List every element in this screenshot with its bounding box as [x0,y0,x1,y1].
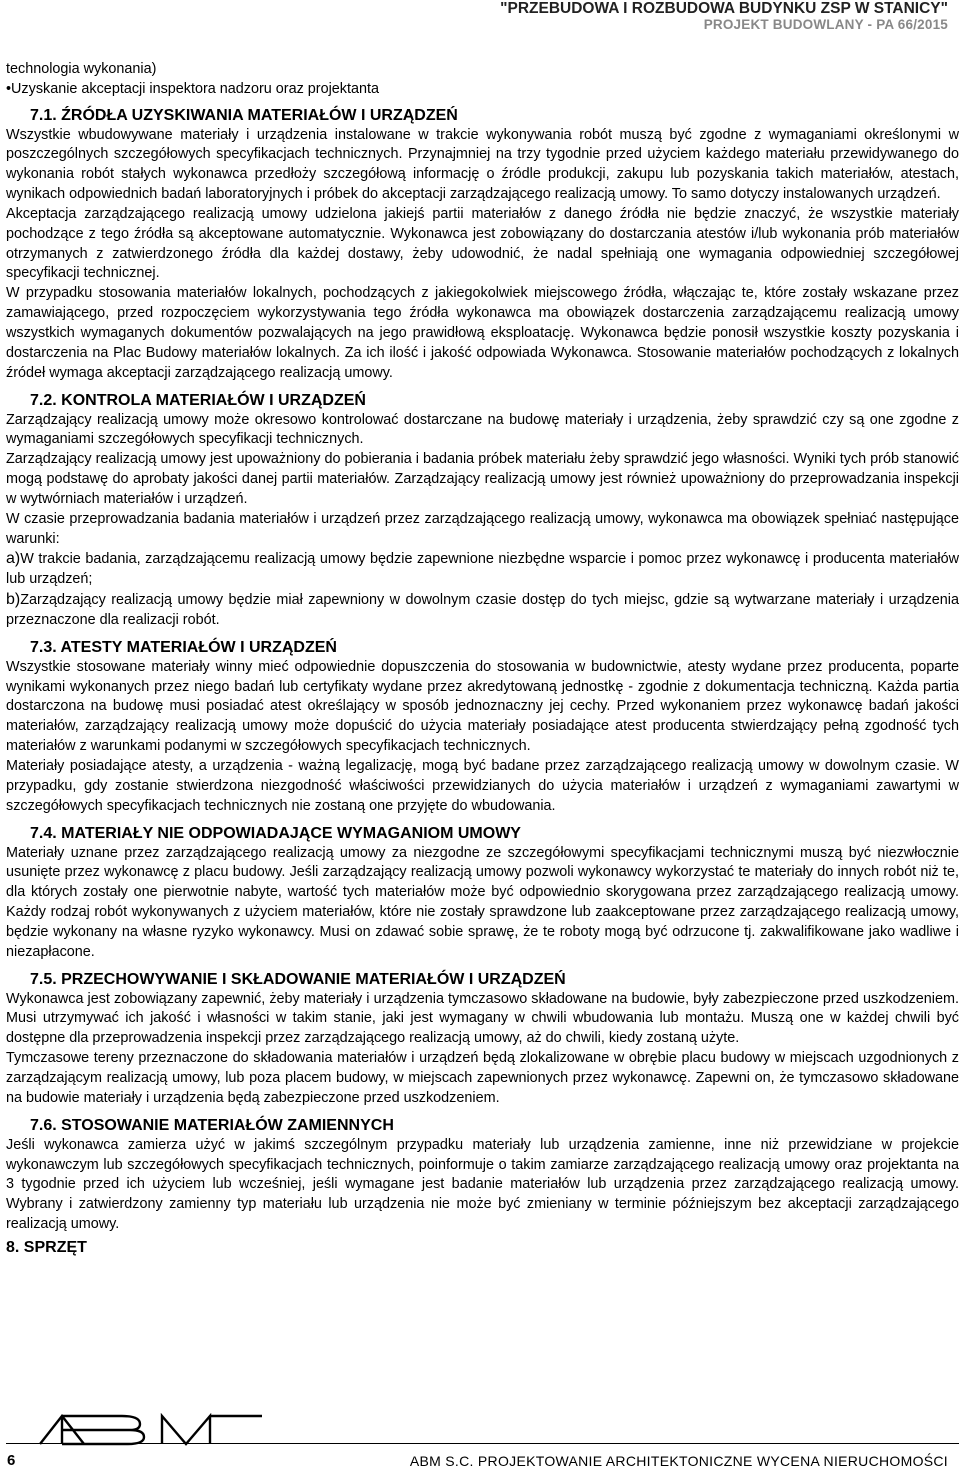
section-7-1-heading: 7.1. ŹRÓDŁA UZYSKIWANIA MATERIAŁÓW I URZĄDZEŃ [30,106,458,124]
section-7-2-item-a [6,549,959,590]
page-number: 6 [7,1452,16,1469]
section-7-6-heading: 7.6. STOSOWANIE MATERIAŁÓW ZAMIENNYCH [30,1116,394,1134]
abm-logo [36,1413,266,1447]
document-body [6,60,959,1258]
section-7-2-item-b [6,590,959,631]
section-7-5-paragraph-2: Tymczasowe tereny przeznaczone do składowania materiałów i urządzeń będą zlokalizowane w obrębie placu budowy w miejscach uzgodnionych z zarządzającym realizacją umowy, lub poza placem budowy, w miejscach zapewnionych przez wykonawcę. Zapewni on, że tymczasowo składowane na budowie materiały i urządzenia będą zabezpieczone przed uszkodzeniem. [6,1050,959,1106]
item-b-letter: b) [6,591,21,609]
item-a-letter: a) [6,550,21,568]
section-7-6-paragraph-1: Jeśli wykonawca zamierza użyć w jakimś szczególnym przypadku materiały lub urządzenia zamienne, inne niż przewidziane w projekcie wykonawczym lub szczegółowych specyfikacjach technicznych, poinformuje o takim zamiarze zarządzającego realizacją umowy oraz projektanta na 3 tygodnie przed ich użyciem lub wcześniej, jeśli wymagane jest badanie materiałów lub urządzenia przez zarządzającego realizacją umowy. Wybrany i zatwierdzony zamienny typ materiału lub urządzenia nie może być zmieniany w terminie późniejszym bez akceptacji zarządzającego realizacją umowy. [6,1136,959,1233]
section-7-3-heading: 7.3. ATESTY MATERIAŁÓW I URZĄDZEŃ [30,638,337,656]
section-7-2-paragraph-3: W czasie przeprowadzania badania materiałów i urządzeń przez zarządzającego realizacją umowy, wykonawca ma obowiązek spełniać następujące warunki: [6,510,959,547]
section-7-1-paragraph-3: W przypadku stosowania materiałów lokalnych, pochodzących z jakiegokolwiek miejscowego źródła, włączając te, które zostały wskazane przez zamawiającego, przed rozpoczęciem wykorzystywania tego źródła wykonawca ma obowiązek dostarczenia zarządzającemu realizacją umowy wszystkich wymaganych dokumentów pozwalających na jego prawidłową eksploatację. Wykonawca będzie ponosił wszystkie koszty pozyskania i dostarczenia na Plac Budowy materiałów lokalnych. Za ich ilość i jakość odpowiada Wykonawca. Stosowanie materiałów pochodzących z lokalnych źródeł wymaga akceptacji zarządzającego realizacją umowy. [6,285,959,381]
section-7-3-paragraph-1: Wszystkie stosowane materiały winny mieć odpowiednie dopuszczenia do stosowania w budownictwie, atesty wydane przez producenta, poparte wynikami wykonanych przez niego badań lub certyfikaty wydane przez akredytowaną jednostkę - zgodnie z dokumentacja techniczną. Każda partia dostarczona na budowę musi posiadać atest określający w sposób jednoznaczny jej cechy. Przed wykonaniem przez wykonawcę badań jakości materiałów, zarządzający realizacją umowy może dopuścić do użycia materiały posiadające atest producenta stwierdzający pełną zgodność tych materiałów z warunkami podanymi w szczegółowych specyfikacjach technicznych. [6,658,959,755]
section-7-2-paragraph-1: Zarządzający realizacją umowy może okresowo kontrolować dostarczane na budowę materiały i urządzenia, żeby sprawdzić czy są one zgodne z wymaganiami szczegółowych specyfikacji technicznych. [6,411,959,448]
header-title: "PRZEBUDOWA I ROZBUDOWA BUDYNKU ZSP W STANICY" [500,0,948,17]
section-7-5-heading: 7.5. PRZECHOWYWANIE I SKŁADOWANIE MATERIAŁÓW I URZĄDZEŃ [30,970,566,988]
section-8-heading: 8. SPRZĘT [6,1238,87,1256]
footer-company-name: ABM S.C. PROJEKTOWANIE ARCHITEKTONICZNE WYCENA NIERUCHOMOŚCI [409,1453,948,1469]
intro-line-1: technologia wykonania) [6,61,157,77]
footer-divider [6,1443,959,1444]
section-7-2-heading: 7.2. KONTROLA MATERIAŁÓW I URZĄDZEŃ [30,391,366,409]
section-7-4-heading: 7.4. MATERIAŁY NIE ODPOWIADAJĄCE WYMAGANIOM UMOWY [30,824,521,842]
page-header [188,1,948,33]
intro-line-2: •Uzyskanie akceptacji inspektora nadzoru oraz projektanta [6,80,379,97]
section-7-2-paragraph-2: Zarządzający realizacją umowy jest upoważniony do pobierania i badania próbek materiału żeby sprawdzić jego własności. Wyniki tych prób stanowić mogą podstawę do aprobaty jakości danej partii materiałów. Zarządzający realizacją umowy jest również upoważniony do przeprowadzania inspekcji w wytwórniach materiałów i urządzeń. [6,451,959,507]
section-7-1-paragraph-1: Wszystkie wbudowywane materiały i urządzenia instalowane w trakcie wykonywania robót muszą być zgodne z wymaganiami określonymi w poszczególnych szczegółowych specyfikacjach technicznych. Przynajmniej na trzy tygodnie przed użyciem każdego materiału przewidywanego do wykonania robót stałych wykonawca przedłoży szczegółową informację o źródle produkcji, zakupu lub pozyskania takich materiałów, atestach, wynikach odpowiednich badań laboratoryjnych i próbek do akceptacji zarządzającego realizacją umowy. To samo dotyczy instalowanych urządzeń. [6,126,959,203]
section-7-3-paragraph-2: Materiały posiadające atesty, a urządzenia - ważną legalizację, mogą być badane przez zarządzającego realizacją umowy w dowolnym czasie. W przypadku, gdy zostanie stwierdzona niezgodność właściwości przewidzianych do użycia materiałów i urządzeń z wymaganiami zawartymi w szczegółowych specyfikacjach technicznych nie zostaną one przyjęte do wbudowania. [6,758,959,814]
header-subtitle: PROJEKT BUDOWLANY - PA 66/2015 [703,17,948,32]
section-7-5-paragraph-1: Wykonawca jest zobowiązany zapewnić, żeby materiały i urządzenia tymczasowo składowane na budowie, były zabezpieczone przed uszkodzeniem. Musi utrzymywać ich jakość i własności w takim stanie, jaki jest wymagany w chwili wbudowania lub montażu. Muszą one w każdej chwili być dostępne dla przeprowadzenia inspekcji przez zarządzającego realizacją umowy, aż do chwili, kiedy zostaną użyte. [6,990,959,1047]
item-b-text: Zarządzający realizacją umowy będzie miał zapewniony w dowolnym czasie dostęp do tych miejsc, gdzie są wytwarzane materiały i urządzenia przeznaczone dla realizacji robót. [6,592,959,628]
section-7-4-paragraph-1: Materiały uznane przez zarządzającego realizacją umowy za niezgodne ze szczegółowymi specyfikacjami technicznymi muszą być niezwłocznie usunięte przez wykonawcę z placu budowy. Jeśli zarządzający realizacją umowy pozwoli wykonawcy wykorzystać te materiały do innych robót niż te, dla których zostały one pierwotnie nabyte, wartość tych materiałów może być odpowiednio skorygowana przez zarządzającego realizacją umowy. Każdy rodzaj robót wykonywanych z użyciem materiałów, które nie zostały sprawdzone lub zaakceptowane przez zarządzającego realizacją umowy, będzie wykonany na własne ryzyko wykonawcy. Musi on zdawać sobie sprawę, że te roboty mogą być odrzucone tj. zakwalifikowane jako wadliwe i niezapłacone. [6,844,959,960]
item-a-text: W trakcie badania, zarządzającemu realizacją umowy będzie zapewnione niezbędne wsparcie i pomoc przez wykonawcę i producenta materiałów lub urządzeń; [6,551,959,588]
section-7-1-paragraph-2: Akceptacja zarządzającego realizacją umowy udzielona jakiejś partii materiałów z danego źródła nie będzie znaczyć, że wszystkie materiały pochodzące z tego źródła są akceptowane automatycznie. Wykonawca jest zobowiązany do dostarczania atestów i/lub wykonania prób materiałów otrzymanych z zatwierdzonego źródła dla każdej dostawy, żeby udowodnić, że nadal spełniają one wymagania odpowiedniej szczegółowej specyfikacji technicznej. [6,205,959,282]
